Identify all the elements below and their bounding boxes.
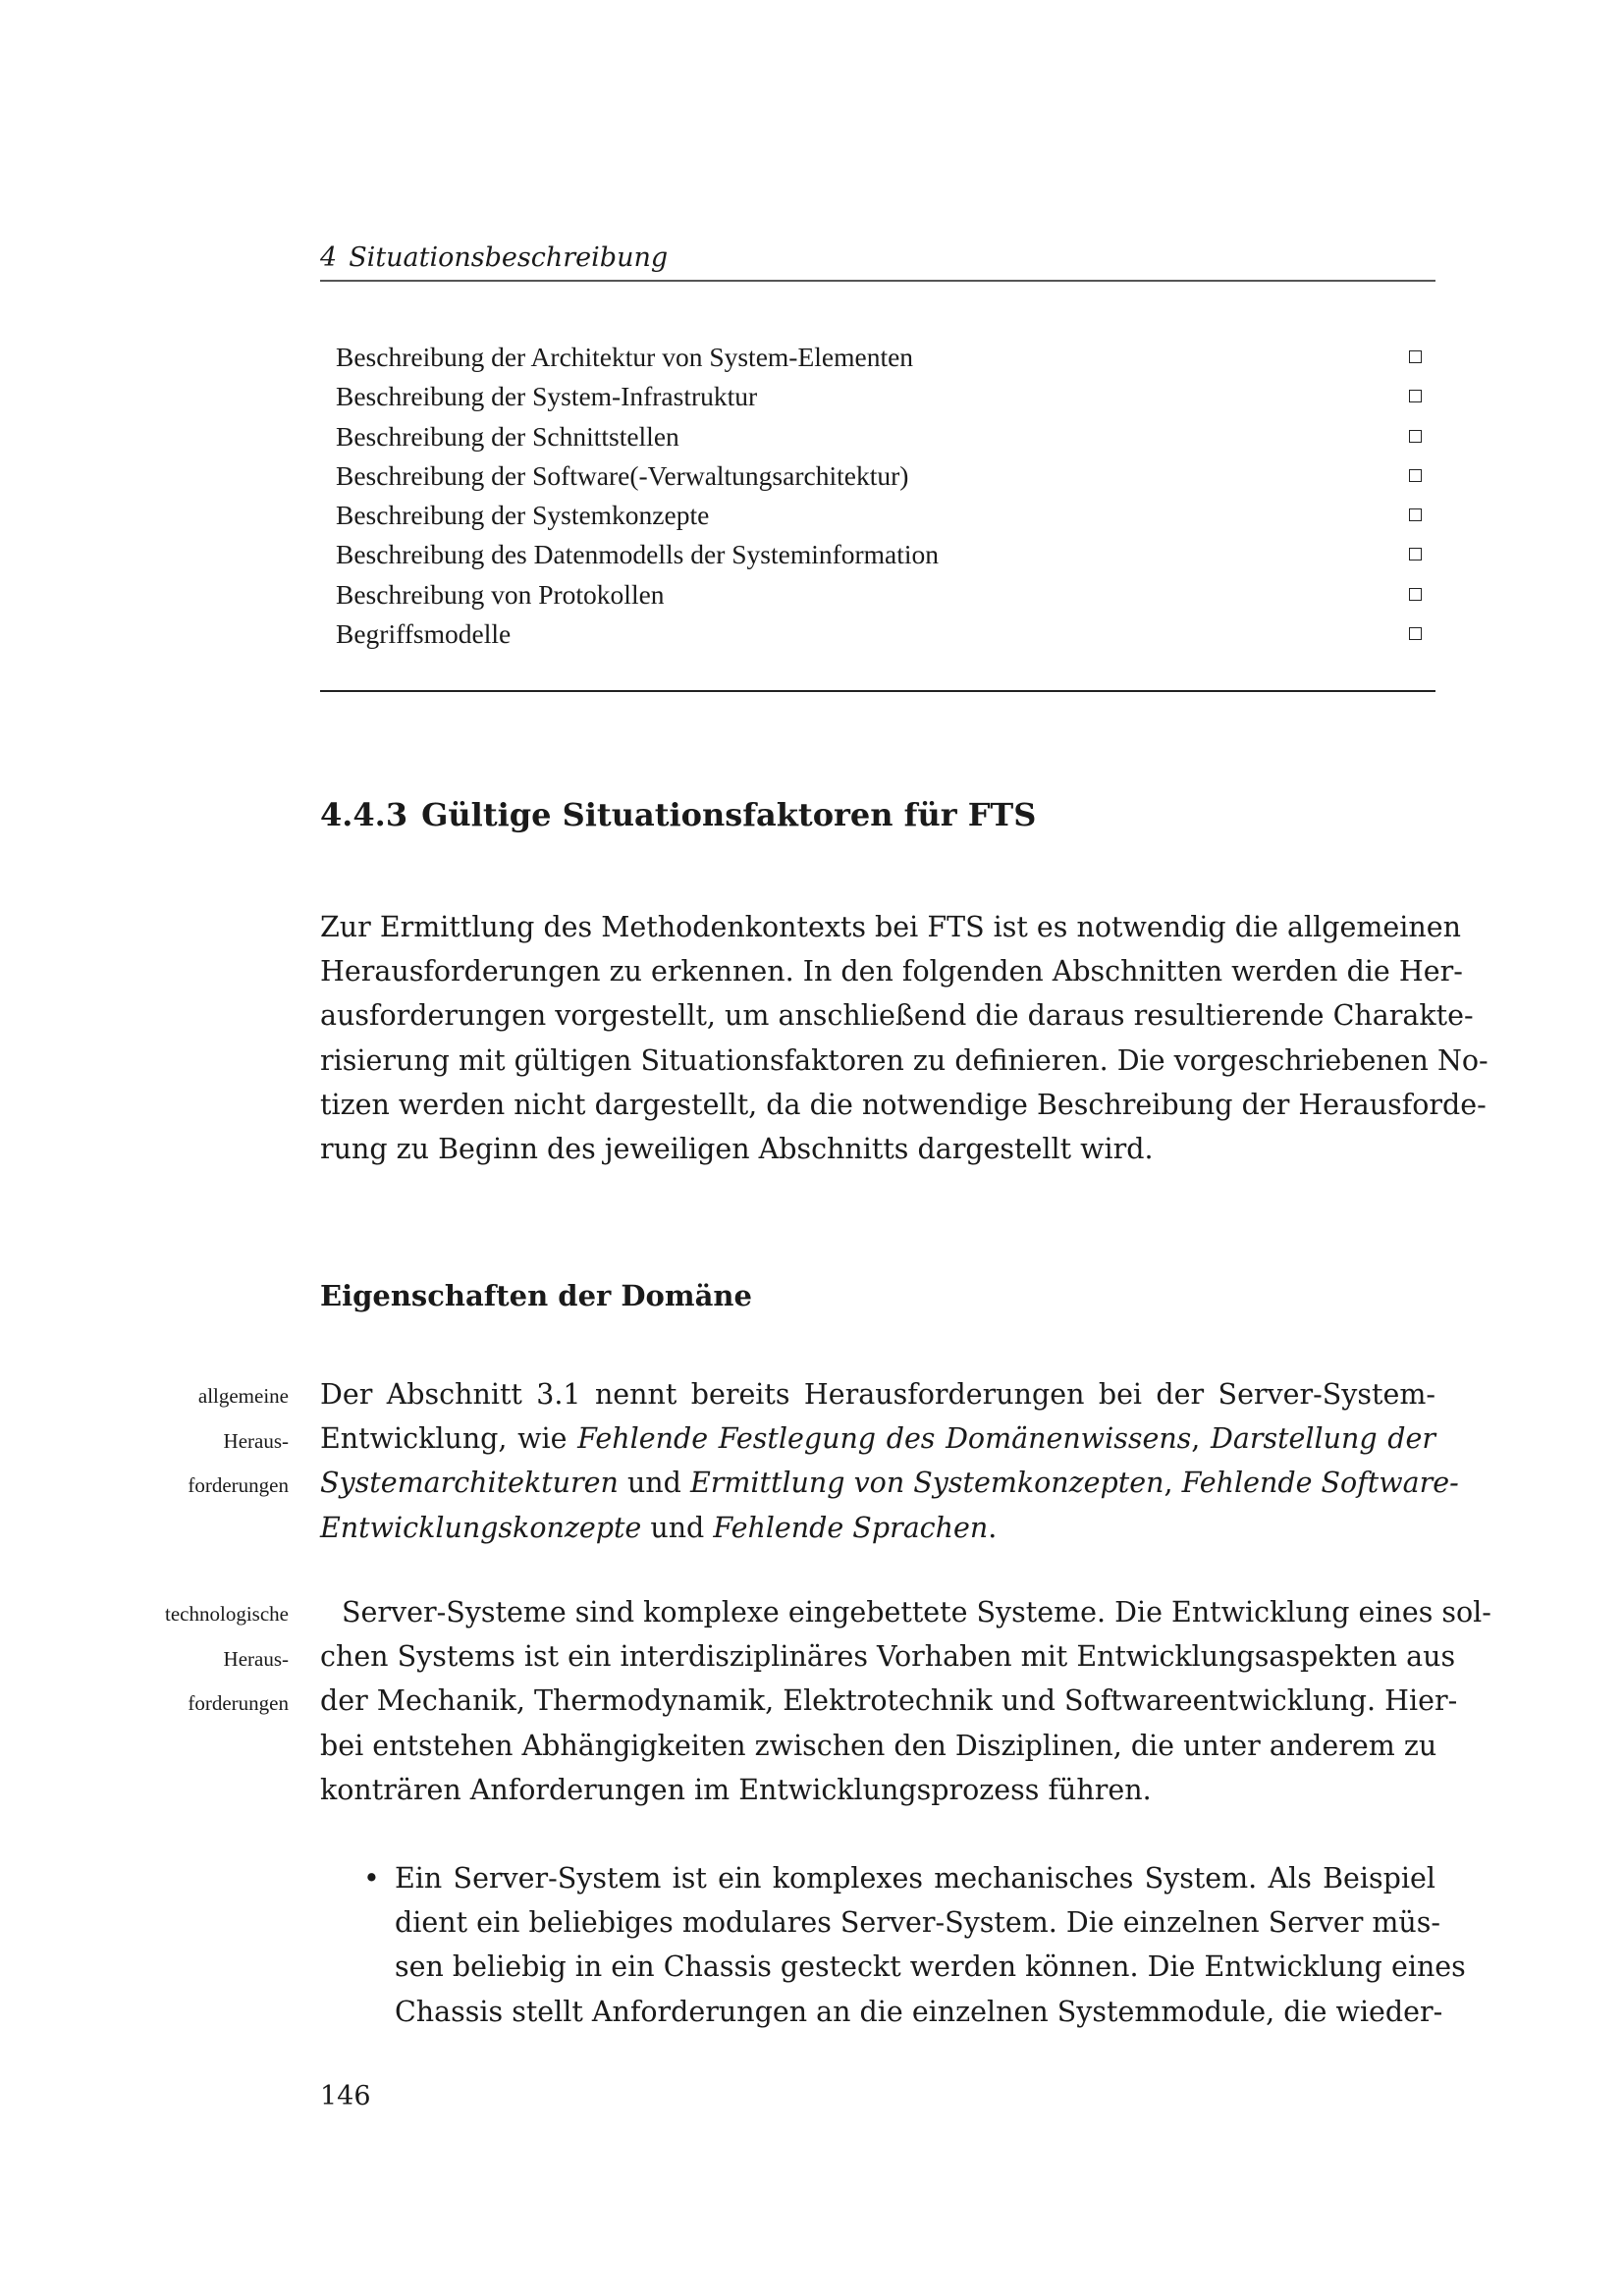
checklist-item-label: Beschreibung der Systemkonzepte — [336, 500, 710, 531]
checklist-item — [336, 575, 1422, 614]
checklist-item-label: Beschreibung der System-Infrastruktur — [336, 381, 758, 412]
emphasis: Darstellung der — [1211, 1422, 1435, 1456]
text-line: Herausforderungen zu erkennen. In den folgenden Abschnitten werden die Her- — [320, 955, 1463, 988]
text-line: Server-Systeme sind komplexe eingebettete Systeme. Die Entwicklung eines sol- — [342, 1596, 1491, 1629]
paragraph-technological-challenges — [320, 1590, 1491, 1812]
text-run: und — [641, 1511, 714, 1544]
text-line: Ein Server-System ist ein komplexes mechanisches System. Als Beispiel — [395, 1862, 1435, 1895]
text-line — [320, 1461, 1459, 1505]
subsection-heading: Eigenschaften der Domäne — [320, 1279, 752, 1312]
margin-note-line: forderungen — [188, 1473, 289, 1497]
margin-note-line: Heraus- — [223, 1428, 289, 1453]
text-run: , — [1164, 1467, 1182, 1500]
text-line: chen Systems ist ein interdisziplinäres Vorhaben mit Entwicklungsaspekten aus — [320, 1640, 1456, 1674]
text-line: tizen werden nicht dargestellt, da die notwendige Beschreibung der Herausforde- — [320, 1088, 1487, 1121]
text-line: Chassis stellt Anforderungen an die einzelnen Systemmodule, die wieder- — [395, 1995, 1443, 2028]
text-line: der Mechanik, Thermodynamik, Elektrotechnik und Softwareentwicklung. Hier- — [320, 1684, 1458, 1718]
checklist-item-label: Beschreibung der Schnittstellen — [336, 420, 679, 452]
checklist-item-label: Beschreibung des Datenmodells der Systeminformation — [336, 539, 940, 570]
text-run: . — [988, 1511, 998, 1544]
text-line: Zur Ermittlung des Methodenkontexts bei FTS ist es notwendig die allgemeinen — [320, 911, 1461, 943]
table-bottom-rule — [320, 690, 1435, 692]
text-line — [320, 1416, 1435, 1461]
checkbox-icon[interactable] — [1409, 548, 1422, 561]
text-run: und — [618, 1467, 690, 1500]
emphasis: Ermittlung von Systemkonzepten — [689, 1467, 1164, 1500]
margin-note-general-challenges — [98, 1374, 289, 1509]
emphasis: Fehlende Software- — [1181, 1467, 1459, 1500]
intro-paragraph — [320, 905, 1489, 1171]
checklist-item — [336, 614, 1422, 654]
chapter-number: 4 — [320, 242, 338, 273]
text-line: sen beliebig in ein Chassis gesteckt werden können. Die Entwicklung eines — [395, 1950, 1466, 1984]
section-title: Gültige Situationsfaktoren für FTS — [421, 796, 1037, 833]
checklist-item-label: Beschreibung der Software(-Verwaltungsarchitektur) — [336, 459, 909, 491]
checkbox-icon[interactable] — [1409, 430, 1422, 443]
emphasis: Fehlende Festlegung des Domänenwissens — [577, 1422, 1192, 1456]
checkbox-icon[interactable] — [1409, 390, 1422, 402]
text-line: konträren Anforderungen im Entwicklungsprozess führen. — [320, 1773, 1152, 1806]
checklist-item — [336, 535, 1422, 574]
checklist-item — [336, 417, 1422, 456]
margin-note-technological-challenges — [98, 1592, 289, 1727]
chapter-title: Situationsbeschreibung — [349, 242, 669, 273]
checkbox-icon[interactable] — [1409, 588, 1422, 601]
text-line — [320, 1506, 1435, 1550]
text-line: dient ein beliebiges modulares Server-System. Die einzelnen Server müs- — [395, 1906, 1441, 1940]
margin-note-line: forderungen — [188, 1691, 289, 1715]
section-heading — [320, 793, 1036, 836]
margin-note-line: technologische — [165, 1602, 289, 1626]
checklist-item — [336, 496, 1422, 535]
text-line: bei entstehen Abhängigkeiten zwischen den Disziplinen, die unter anderem zu — [320, 1729, 1437, 1762]
margin-note-line: allgemeine — [197, 1384, 289, 1408]
text-run: Entwicklung, wie — [320, 1422, 578, 1456]
page-number: 146 — [320, 2081, 371, 2111]
checklist-item-label: Begriffsmodelle — [336, 618, 512, 650]
checkbox-icon[interactable] — [1409, 469, 1422, 482]
bullet-text — [395, 1856, 1466, 2034]
running-header — [320, 239, 1435, 282]
margin-note-line: Heraus- — [223, 1646, 289, 1671]
checklist-item-label: Beschreibung von Protokollen — [336, 578, 665, 610]
paragraph-general-challenges — [320, 1372, 1459, 1550]
emphasis: Fehlende Sprachen — [713, 1511, 989, 1544]
checkbox-icon[interactable] — [1409, 508, 1422, 521]
emphasis: Systemarchitekturen — [320, 1467, 619, 1500]
checklist-item-label: Beschreibung der Architektur von System-Elementen — [336, 342, 914, 372]
section-number: 4.4.3 — [320, 796, 408, 833]
text-line: ausforderungen vorgestellt, um anschließend die daraus resultierende Charakte- — [320, 999, 1474, 1033]
text-line: rung zu Beginn des jeweiligen Abschnitts dargestellt wird. — [320, 1132, 1154, 1165]
checkbox-icon[interactable] — [1409, 350, 1422, 363]
checklist-item — [336, 456, 1422, 496]
text-line: risierung mit gültigen Situationsfaktoren zu definieren. Die vorgeschriebenen No- — [320, 1043, 1489, 1077]
checklist-item — [336, 377, 1422, 416]
text-run: , — [1191, 1422, 1212, 1456]
text-line: Der Abschnitt 3.1 nennt bereits Herausforderungen bei der Server-System- — [320, 1378, 1435, 1411]
checklist — [336, 338, 1422, 654]
checkbox-icon[interactable] — [1409, 627, 1422, 640]
emphasis: Entwicklungskonzepte — [320, 1511, 642, 1544]
checklist-item — [336, 338, 1422, 377]
bullet-icon: • — [363, 1862, 380, 1895]
